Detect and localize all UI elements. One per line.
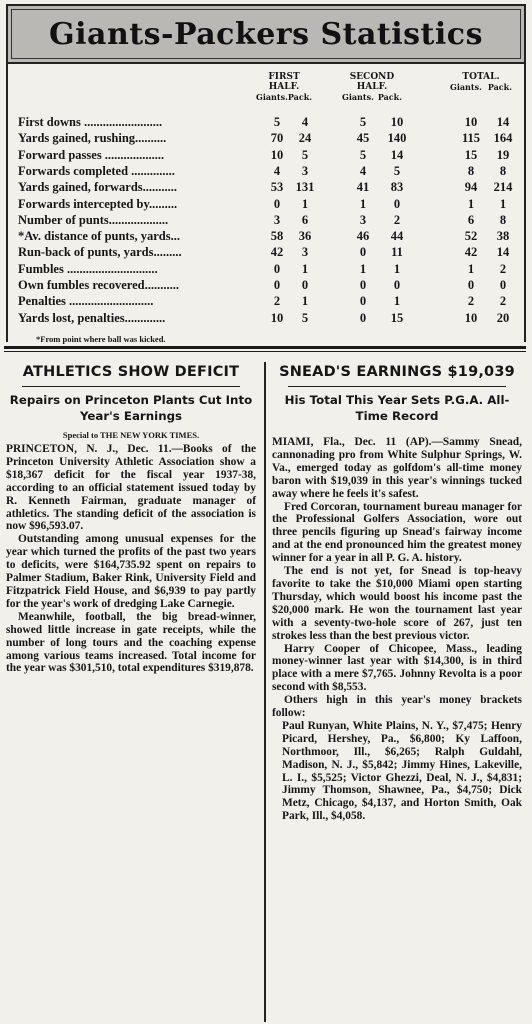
stat-value: 52 xyxy=(464,229,478,244)
stat-value: 42 xyxy=(270,245,284,260)
stat-value: 14 xyxy=(496,245,510,260)
stat-value: 4 xyxy=(301,115,309,129)
stat-value: 1 xyxy=(467,196,475,211)
stat-value: 5 xyxy=(273,115,281,129)
paragraph: Others high in this year's money brackets follow: xyxy=(272,694,522,720)
stat-value: 2 xyxy=(467,294,475,309)
stat-value: 10 xyxy=(270,310,284,325)
stat-value: 24 xyxy=(298,131,312,146)
stat-value: 53 xyxy=(270,180,284,195)
stat-value: 0 xyxy=(301,278,309,292)
stat-value: 5 xyxy=(393,163,401,178)
stat-value: 15 xyxy=(390,310,404,325)
stat-value: 0 xyxy=(359,310,367,325)
stat-value: 1 xyxy=(467,261,475,276)
stat-label: Run-back of punts, yards......... xyxy=(18,245,182,260)
stat-label: *Av. distance of punts, yards... xyxy=(18,229,180,244)
left-body xyxy=(6,443,256,675)
stats-footnote: *From point where ball was kicked. xyxy=(36,334,166,344)
stat-value: 45 xyxy=(356,131,370,146)
stat-value: 1 xyxy=(301,294,309,309)
stat-value: 214 xyxy=(493,180,513,195)
stat-value: 1 xyxy=(301,261,309,276)
stat-label: Yards gained, rushing.......... xyxy=(18,131,167,146)
stat-value: 1 xyxy=(359,196,367,211)
stat-value: 0 xyxy=(359,245,367,260)
stat-value: 0 xyxy=(359,278,367,292)
stat-label: Forward passes ................... xyxy=(18,147,165,162)
title-box xyxy=(6,4,526,64)
right-deck: His Total This Year Sets P.G.A. All-Time Record xyxy=(284,393,510,423)
stat-label: Forwards completed .............. xyxy=(18,163,175,178)
stat-value: 14 xyxy=(496,115,510,129)
paragraph: PRINCETON, N. J., Dec. 11.—Books of the Princeton University Athletic Association show a $18,367 deficit for the fiscal year 1937-38, according to an official statement issued today by R. Kenneth Fairman, graduate manager of athletics. The standing deficit of the association is now $96,593.07. xyxy=(6,443,256,533)
right-headline: SNEAD'S EARNINGS $19,039 xyxy=(279,364,515,380)
stat-value: 164 xyxy=(493,131,513,146)
stats-row xyxy=(18,114,518,130)
stat-label: Fumbles ............................. xyxy=(18,261,158,276)
stat-value: 2 xyxy=(499,261,507,276)
stats-row xyxy=(18,261,518,277)
page-title: Giants-Packers Statistics xyxy=(49,16,483,52)
stat-value: 115 xyxy=(461,131,481,146)
stat-value: 41 xyxy=(356,180,370,195)
stat-value: 10 xyxy=(464,115,478,129)
stat-value: 5 xyxy=(301,147,309,162)
stat-value: 0 xyxy=(393,196,401,211)
stat-label: Own fumbles recovered........... xyxy=(18,278,179,292)
stat-value: 1 xyxy=(393,294,401,309)
stat-value: 38 xyxy=(496,229,510,244)
stat-value: 20 xyxy=(496,310,510,325)
stats-row xyxy=(18,147,518,163)
left-deck: Repairs on Princeton Plants Cut Into Year's Earnings xyxy=(9,393,253,423)
stat-value: 1 xyxy=(499,196,507,211)
stat-value: 1 xyxy=(359,261,367,276)
stat-value: 3 xyxy=(301,245,309,260)
top-rule-thin xyxy=(4,351,526,352)
stats-row xyxy=(18,228,518,244)
left-dateline-credit: Special to THE NEW YORK TIMES. xyxy=(62,430,200,440)
stat-value: 10 xyxy=(464,310,478,325)
stat-label: Penalties ........................... xyxy=(18,294,154,309)
paragraph: Paul Runyan, White Plains, N. Y., $7,475; Henry Picard, Hershey, Pa., $6,800; Ky Laffoon, Northmoor, Ill., $6,265; Ralph Guldahl, Madison, N. J., $5,842; Jimmy Hines, Lakeville, L. I., $5,525; Victor Ghezzi, Deal, N. J., $4,831; Jimmy Thomson, Shawnee, Pa., $4,750; Dick Metz, Chicago, $4,137, and Horton Smith, Oak Park, Ill., $4,058. xyxy=(282,719,522,823)
stat-value: 70 xyxy=(270,131,284,146)
stat-value: 83 xyxy=(390,180,404,195)
stat-value: 1 xyxy=(393,261,401,276)
left-article xyxy=(6,364,256,675)
stats-row xyxy=(18,310,518,326)
stat-value: 5 xyxy=(359,115,367,129)
stat-value: 4 xyxy=(273,163,281,178)
stats-row xyxy=(18,277,518,293)
stats-table xyxy=(6,62,526,342)
stat-value: 2 xyxy=(499,294,507,309)
stat-value: 15 xyxy=(464,147,478,162)
stat-value: 94 xyxy=(464,180,478,195)
stat-value: 3 xyxy=(359,212,367,227)
stats-row xyxy=(18,163,518,179)
stat-value: 8 xyxy=(467,163,475,178)
stat-label: Number of punts................... xyxy=(18,212,169,227)
stat-value: 10 xyxy=(270,147,284,162)
stat-label: Forwards intercepted by......... xyxy=(18,196,178,211)
stat-value: 2 xyxy=(393,212,401,227)
stats-row xyxy=(18,212,518,228)
stat-value: 2 xyxy=(273,294,281,309)
stat-value: 0 xyxy=(467,278,475,292)
stat-value: 131 xyxy=(295,180,315,195)
paragraph: The end is not yet, for Snead is top-heavy favorite to take the $10,000 Miami open starting Thursday, which would boost his income past the $20,000 mark. He won the tournament last year with a seventy-two-hole score of 267, just ten strokes less than the best previous victor. xyxy=(272,565,522,642)
paragraph: Fred Corcoran, tournament bureau manager for the Professional Golfers Association, wore out three pencils figuring up Snead's fairway income and at the end pronounced him the greatest money winner for a year in all P. G. A. history. xyxy=(272,500,522,565)
stat-value: 8 xyxy=(499,163,507,178)
stat-value: 0 xyxy=(273,196,281,211)
stat-value: 4 xyxy=(359,163,367,178)
top-rule xyxy=(4,346,526,349)
header-first-half: FIRST HALF. Giants. Pack. xyxy=(256,72,313,102)
stat-value: 6 xyxy=(467,212,475,227)
stat-value: 0 xyxy=(393,278,401,292)
stat-value: 0 xyxy=(273,261,281,276)
stat-value: 44 xyxy=(390,229,404,244)
paragraph: Outstanding among unusual expenses for the year which turned the profits of the past two years to deficits, were $164,735.92 spent on repairs to Palmer Stadium, Baker Rink, University Field and Fitzpatrick Field House, and $6,939 to pay partly for the year's work of dredging Lake Carnegie. xyxy=(6,533,256,610)
stat-value: 14 xyxy=(390,147,404,162)
stat-value: 5 xyxy=(359,147,367,162)
stat-value: 42 xyxy=(464,245,478,260)
header-second-half: SECOND HALF. Giants. Pack. xyxy=(342,72,402,102)
paragraph: Harry Cooper of Chicopee, Mass., leading money-winner last year with $14,300, is in third place with a mere $7,765. Johnny Revolta is a poor second with $8,553. xyxy=(272,642,522,694)
stat-label: First downs ......................... xyxy=(18,115,163,129)
stat-value: 36 xyxy=(298,229,312,244)
stat-value: 11 xyxy=(391,245,403,260)
stats-row xyxy=(18,179,518,195)
stats-row xyxy=(18,130,518,146)
paragraph: MIAMI, Fla., Dec. 11 (AP).—Sammy Snead, cannonading pro from White Sulphur Springs, W. Va., emerged today as golfdom's all-time money baron with $19,039 in this year's winnings tucked away where he feels it's safest. xyxy=(272,436,522,500)
stat-value: 0 xyxy=(359,294,367,309)
column-divider xyxy=(264,362,266,1022)
stat-value: 1 xyxy=(301,196,309,211)
stat-value: 8 xyxy=(499,212,507,227)
stats-row xyxy=(18,244,518,260)
stat-label: Yards gained, forwards........... xyxy=(18,180,178,195)
stat-value: 6 xyxy=(301,212,309,227)
stat-value: 0 xyxy=(273,278,281,292)
right-article xyxy=(272,364,522,823)
stat-value: 19 xyxy=(496,147,510,162)
stats-row xyxy=(18,196,518,212)
left-headline: ATHLETICS SHOW DEFICIT xyxy=(22,364,240,380)
stat-value: 3 xyxy=(273,212,281,227)
stat-value: 10 xyxy=(390,115,404,129)
stat-value: 140 xyxy=(387,131,407,146)
stat-label: Yards lost, penalties............. xyxy=(18,310,166,325)
header-total: TOTAL. Giants. Pack. xyxy=(450,72,512,92)
stat-value: 3 xyxy=(301,163,309,178)
stat-value: 0 xyxy=(499,278,507,292)
right-body xyxy=(272,436,522,823)
stats-row xyxy=(18,293,518,309)
stat-value: 5 xyxy=(301,310,309,325)
stat-value: 46 xyxy=(356,229,370,244)
stat-value: 58 xyxy=(270,229,284,244)
paragraph: Meanwhile, football, the big bread-winner, showed little increase in gate receipts, while the number of long tours and the coaching expense among various teams increased. Total income for the year was $301,510, total expenditures $319,878. xyxy=(6,610,256,675)
